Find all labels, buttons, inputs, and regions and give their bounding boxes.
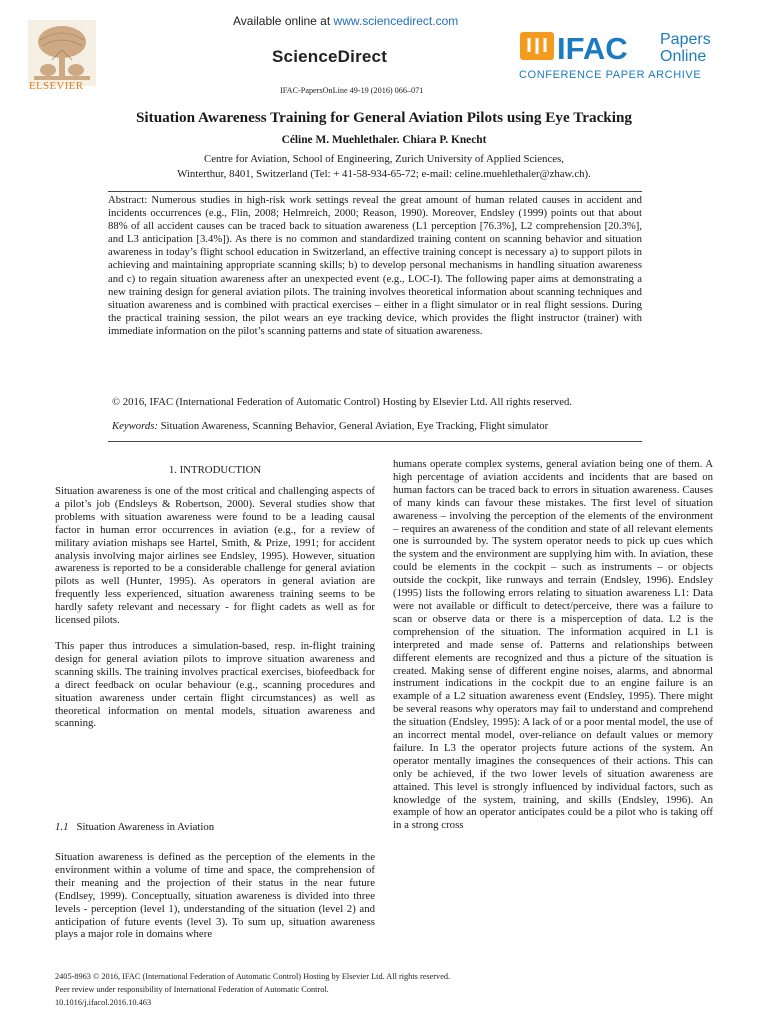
abstract-bottom-rule xyxy=(108,441,642,442)
sa-paragraph: Situation awareness is defined as the perception of the elements in the environment within a volume of time and space, the comprehension of their meaning and the projection of their status in the near future (Endlsey, 1999). Conceptually, situation awareness is divided into three levels - perception (level 1), understanding of the situation (level 2) and anticipation of future events (level 3). To sum up, situation awareness plays a major role in domains where xyxy=(55,851,375,941)
ifac-wordmark: IFAC xyxy=(557,31,628,66)
ifac-papersonline-logo xyxy=(517,28,747,83)
ifac-papers-text: Papers xyxy=(660,31,711,48)
ifac-online-text: Online xyxy=(660,48,707,65)
subsection-heading xyxy=(55,821,214,833)
left-column-lower xyxy=(55,851,375,954)
left-column xyxy=(55,485,375,743)
section-heading-introduction: 1. INTRODUCTION xyxy=(168,464,262,476)
paper-title: Situation Awareness Training for General Aviation Pilots using Eye Tracking xyxy=(135,109,633,126)
subsection-number: 1.1 xyxy=(55,821,69,833)
ifac-archive-text: CONFERENCE PAPER ARCHIVE xyxy=(519,69,702,81)
sciencedirect-wordmark: ScienceDirect xyxy=(272,47,388,66)
keywords xyxy=(112,420,548,432)
journal-citation: IFAC-PapersOnLine 49-19 (2016) 066–071 xyxy=(280,86,424,95)
footer-issn: 2405-8963 © 2016, IFAC (International Federation of Automatic Control) Hosting by Elsevier Ltd. All rights reserved. xyxy=(55,972,451,981)
sciencedirect-link[interactable]: www.sciencedirect.com xyxy=(333,14,459,28)
availability-line xyxy=(233,14,458,28)
intro-paragraph-2: This paper thus introduces a simulation-based, resp. in-flight training design for general aviation pilots to improve situation awareness and scanning skills. The training involves practical exercises, biofeedback for a direct feedback on ocular behaviour (e.g., scanning procedures and situation awareness under certain flight circumstances) as well as theoretical information on mental models, situation awareness and scanning. xyxy=(55,639,375,730)
right-column xyxy=(393,458,713,845)
keywords-label: Keywords: xyxy=(112,420,158,432)
elsevier-name: ELSEVIER xyxy=(29,80,84,92)
keywords-list: Situation Awareness, Scanning Behavior, General Aviation, Eye Tracking, Flight simulator xyxy=(157,420,549,432)
right-paragraph-1: humans operate complex systems, general aviation being one of them. A high percentage of aviation accidents and incidents that are based on human factors can be traced back to errors in situation awareness. Causes of many kinds can favour these mistakes. The first level of situation awareness – involving the perception of the elements of the environment – requires an awareness of the condition and state of all relevant elements one is surrounded by. The system operator needs to pick up cues which the system and the environment are supplying him with. In aviation, these could be elements in the cockpit – such as instruments – or objects outside the cockpit, like runways and terrain (Endsley, 1996). Endsley (1995) lists the following errors relating to situation awareness L1: Data were not available or difficult to detect/perceive, there was a failure to scan or observe data or there is a misperception of data. L2 is the comprehension of the situation. The information acquired in L1 is interpreted and made sense of. Patterns and relationships between different elements are recognized and thus a picture of the situation is created. Making sense of different engine noises, alarms, and abnormal instrument indications in the cockpit due to an engine failure is an example of a L2 situation awareness event (Endsley, 1995). There might be several reasons why operators may fail to understand and comprehend the situation (Endsley, 1995): A lack of or a poor mental model, the use of an incorrect mental model, over-reliance on default values or memory failure. In L3 the operator projects future actions of the system. An operator mentally imagines the consequences of their actions. This can only be achieved, if the two lower levels of situation awareness are attained. This level is strongly influenced by individual factors, such as knowledge of the system, training, and skills (Endsley, 1996). An example of how an operator anticipates could be a pilot who is taking off in a strong cross xyxy=(393,458,713,832)
abstract: Abstract: Numerous studies in high-risk work settings reveal the great amount of human related causes in accident and incidents occurrences (e.g., Flin, 2008; Helmreich, 2000; Reason, 1990). Moreover, Endsley (1999) points out that about 88% of all accident causes can be traced back to situation awareness (L1 perception [76.3%], L2 comprehension [20.3%], and L3 anticipation [3.4%]). As there is no common and standardized training content on scanning behavior and situation awareness in today’s flight school education in Switzerland, an effective training concept is necessary a) to support pilots in achieving and maintaining appropriate scanning skills; b) to develop personal mechanisms in handling situation awareness and c) to regain situation awareness after an unexpected event (e.g., LOC-I). The following paper aims at demonstrating a new training design for general aviation pilots. The training involves theoretical information about scanning techniques and situation awareness and is combined with practical exercises – either in a flight simulator or in real flight sessions. During the practical training session, the pilot wears an eye tracking device, which provides the flight instructor (trainer) with immediate information on the pilot’s scanning patterns and state of situation awareness. xyxy=(108,194,642,337)
paper-authors: Céline M. Muehlethaler. Chiara P. Knecht xyxy=(281,134,487,146)
footer-doi[interactable]: 10.1016/j.ifacol.2016.10.463 xyxy=(55,998,152,1007)
subsection-title: Situation Awareness in Aviation xyxy=(76,821,215,833)
copyright-notice: © 2016, IFAC (International Federation of Automatic Control) Hosting by Elsevier Ltd. All rights reserved. xyxy=(112,396,572,408)
footer-peer-review: Peer review under responsibility of International Federation of Automatic Control. xyxy=(55,985,329,994)
intro-paragraph-1: Situation awareness is one of the most critical and challenging aspects of a pilot’s job (Endsleys & Robertson, 2000). Several studies show that problems with situation awareness were found to be a leading causal factor in human error occurrences in aviation (e.g., for a review of military aviation mishaps see Hartel, Smith, & Prize, 1991; for accident analysis involving major airlines see Endsley, 1995). However, situation awareness is reported to be a considerable challenge for general aviation pilots as well (Hunter, 1995). As operators in general aviation are frequently less experienced, situation awareness training seems to be hardly safety relevant and necessary - for flight cadets as well as for licensed pilots. xyxy=(55,485,375,627)
affiliation-line-2: Winterthur, 8401, Switzerland (Tel: + 41-58-934-65-72; e-mail: celine.muehlethaler@zhaw.ch). xyxy=(177,168,591,180)
availability-prefix: Available online at xyxy=(233,14,334,28)
affiliation-line-1: Centre for Aviation, School of Engineering, Zurich University of Applied Sciences, xyxy=(204,153,564,165)
abstract-top-rule xyxy=(108,191,642,192)
